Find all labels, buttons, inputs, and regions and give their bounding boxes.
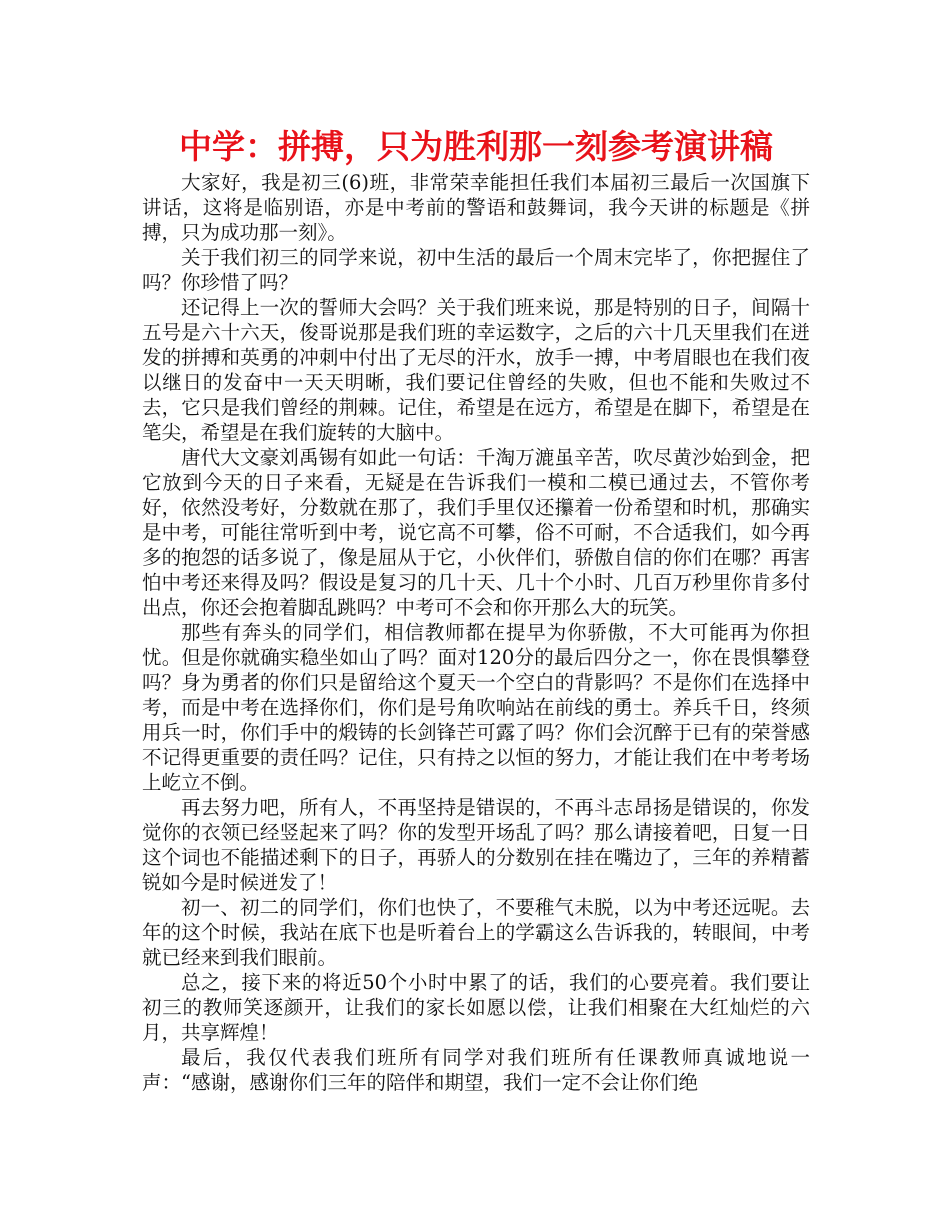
document-body (142, 170, 810, 1095)
paragraph-keep-striving: 再去努力吧，所有人，不再坚持是错误的，不再斗志昂扬是错误的，你发觉你的衣领已经竖起来了吗？你的发型开场乱了吗？那么请接着吧，日复一日这个词也不能描述剩下的日子，再骄人的分数别在挂在嘴边了，三年的养精蓄锐如今是时候迸发了！ (142, 796, 810, 894)
paragraph-pledge-rally: 还记得上一次的誓师大会吗？关于我们班来说，那是特别的日子，间隔十五号是六十六天，俊哥说那是我们班的幸运数字，之后的六十几天里我们在迸发的拼搏和英勇的冲刺中付出了无尽的汗水，放手一搏，中考眉眼也在我们夜以继日的发奋中一天天明晰，我们要记住曾经的失败，但也不能和失败过不去，它只是我们曾经的荆棘。记住，希望是在远方，希望是在脚下，希望是在笔尖，希望是在我们旋转的大脑中。 (142, 296, 810, 444)
document-title: 中学：拼搏，只为胜利那一刻参考演讲稿 (179, 127, 773, 166)
paragraph-last-weekend: 关于我们初三的同学来说，初中生活的最后一个周末完毕了，你把握住了吗？你珍惜了吗？ (142, 246, 810, 294)
paragraph-junior-grades: 初一、初二的同学们，你们也快了，不要稚气未脱，以为中考还远呢。去年的这个时候，我站在底下也是听着台上的学霸这么告诉我的，转眼间，中考就已经来到我们眼前。 (142, 896, 810, 969)
paragraph-liu-yuxi-quote: 唐代大文豪刘禹锡有如此一句话：千淘万漉虽辛苦，吹尽黄沙始到金，把它放到今天的日子来看，无疑是在告诉我们一模和二模已通过去，不管你考好，依然没考好，分数就在那了，我们手里仅还攥着一份希望和时机，那确实是中考，可能往常听到中考，说它高不可攀，俗不可耐，不合适我们，如今再多的抱怨的话多说了，像是屈从于它，小伙伴们，骄傲自信的你们在哪？再害怕中考还来得及吗？假设是复习的几十天、几十个小时、几百万秒里你肯多付出点，你还会抱着脚乱跳吗？中考可不会和你开那么大的玩笑。 (142, 446, 810, 619)
paragraph-greeting: 大家好，我是初三(6)班，非常荣幸能担任我们本届初三最后一次国旗下讲话，这将是临别语，亦是中考前的警语和鼓舞词，我今天讲的标题是《拼搏，只为成功那一刻》。 (142, 171, 810, 244)
document-page (142, 124, 810, 1095)
paragraph-thanks: 最后，我仅代表我们班所有同学对我们班所有任课教师真诚地说一声：“感谢，感谢你们三年的陪伴和期望，我们一定不会让你们绝 (142, 1046, 810, 1094)
paragraph-conclusion: 总之，接下来的将近50个小时中累了的话，我们的心要亮着。我们要让初三的教师笑逐颜开，让我们的家长如愿以偿，让我们相聚在大红灿烂的六月，共享辉煌！ (142, 971, 810, 1044)
paragraph-top-students: 那些有奔头的同学们，相信教师都在提早为你骄傲，不大可能再为你担忧。但是你就确实稳坐如山了吗？面对120分的最后四分之一，你在畏惧攀登吗？身为勇者的你们只是留给这个夏天一个空白的背影吗？不是你们在选择中考，而是中考在选择你们，你们是号角吹响站在前线的勇士。养兵千日，终须用兵一时，你们手中的煅铸的长剑锋芒可露了吗？你们会沉醉于已有的荣誉感不记得更重要的责任吗？记住，只有持之以恒的努力，才能让我们在中考考场上屹立不倒。 (142, 621, 810, 794)
